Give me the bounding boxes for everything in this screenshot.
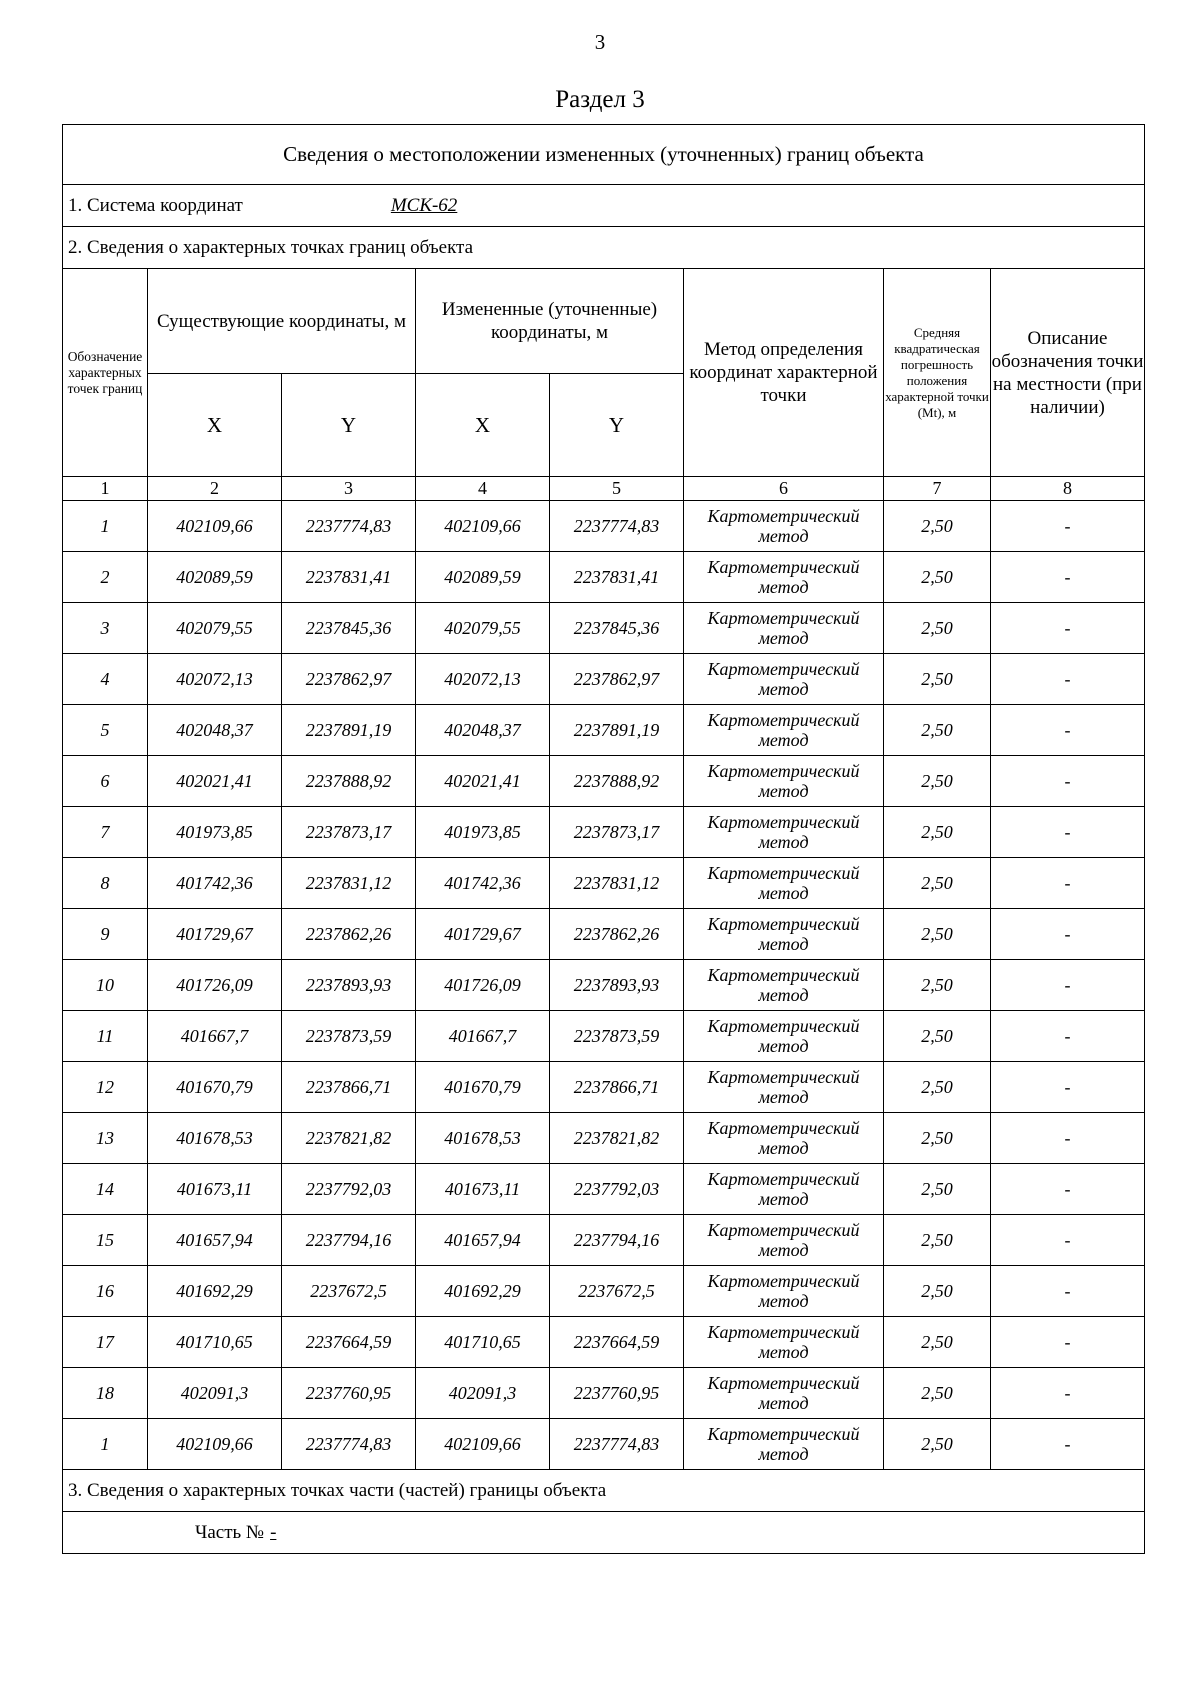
- changed-y: 2237760,95: [550, 1368, 684, 1419]
- changed-y: 2237888,92: [550, 756, 684, 807]
- header-changed-coords: Измененные (уточненные) координаты, м: [416, 269, 684, 374]
- header-designation: Обозначение характерных точек границ: [63, 269, 148, 477]
- column-number: 3: [282, 477, 416, 501]
- existing-y: 2237672,5: [282, 1266, 416, 1317]
- column-number: 8: [991, 477, 1145, 501]
- coord-system-row: [63, 185, 1145, 227]
- point-number: 8: [63, 858, 148, 909]
- table-row: [63, 1215, 1145, 1266]
- changed-y: 2237774,83: [550, 501, 684, 552]
- method: Картометрический метод: [684, 501, 884, 552]
- description-value: -: [991, 1215, 1145, 1266]
- existing-y: 2237873,59: [282, 1011, 416, 1062]
- parts-heading: 3. Сведения о характерных точках части (частей) границы объекта: [63, 1470, 1145, 1512]
- existing-x: 401670,79: [148, 1062, 282, 1113]
- existing-y: 2237888,92: [282, 756, 416, 807]
- accuracy-value: 2,50: [884, 1419, 991, 1470]
- changed-x: 401678,53: [416, 1113, 550, 1164]
- existing-y: 2237774,83: [282, 1419, 416, 1470]
- existing-x: 401710,65: [148, 1317, 282, 1368]
- existing-y: 2237760,95: [282, 1368, 416, 1419]
- table-row: [63, 1164, 1145, 1215]
- point-number: 12: [63, 1062, 148, 1113]
- point-number: 17: [63, 1317, 148, 1368]
- changed-y: 2237664,59: [550, 1317, 684, 1368]
- part-label: Часть №: [195, 1521, 265, 1543]
- existing-y: 2237831,41: [282, 552, 416, 603]
- method: Картометрический метод: [684, 603, 884, 654]
- changed-x: 402091,3: [416, 1368, 550, 1419]
- existing-x: 401742,36: [148, 858, 282, 909]
- accuracy-value: 2,50: [884, 960, 991, 1011]
- table-row: [63, 1113, 1145, 1164]
- description-value: -: [991, 807, 1145, 858]
- accuracy-value: 2,50: [884, 1368, 991, 1419]
- changed-y: 2237845,36: [550, 603, 684, 654]
- description-value: -: [991, 1011, 1145, 1062]
- header-method: Метод определения координат характерной точки: [684, 269, 884, 477]
- table-row: [63, 705, 1145, 756]
- table-row: [63, 501, 1145, 552]
- accuracy-value: 2,50: [884, 1062, 991, 1113]
- existing-y: 2237862,97: [282, 654, 416, 705]
- changed-x: 401667,7: [416, 1011, 550, 1062]
- existing-y: 2237792,03: [282, 1164, 416, 1215]
- existing-x: 402048,37: [148, 705, 282, 756]
- description-value: -: [991, 552, 1145, 603]
- table-row: [63, 807, 1145, 858]
- existing-x: 402109,66: [148, 501, 282, 552]
- accuracy-value: 2,50: [884, 1317, 991, 1368]
- changed-x: 401657,94: [416, 1215, 550, 1266]
- existing-x: 401973,85: [148, 807, 282, 858]
- method: Картометрический метод: [684, 807, 884, 858]
- description-value: -: [991, 1062, 1145, 1113]
- existing-y: 2237862,26: [282, 909, 416, 960]
- changed-y: 2237873,17: [550, 807, 684, 858]
- changed-y: 2237862,26: [550, 909, 684, 960]
- method: Картометрический метод: [684, 705, 884, 756]
- table-row: [63, 552, 1145, 603]
- changed-y: 2237792,03: [550, 1164, 684, 1215]
- accuracy-value: 2,50: [884, 909, 991, 960]
- changed-y: 2237893,93: [550, 960, 684, 1011]
- method: Картометрический метод: [684, 1266, 884, 1317]
- method: Картометрический метод: [684, 1317, 884, 1368]
- description-value: -: [991, 756, 1145, 807]
- changed-y: 2237891,19: [550, 705, 684, 756]
- existing-x: 401692,29: [148, 1266, 282, 1317]
- changed-x: 402109,66: [416, 1419, 550, 1470]
- description-value: -: [991, 909, 1145, 960]
- points-heading: 2. Сведения о характерных точках границ объекта: [63, 227, 1145, 269]
- point-number: 7: [63, 807, 148, 858]
- changed-x: 401726,09: [416, 960, 550, 1011]
- changed-x: 401742,36: [416, 858, 550, 909]
- method: Картометрический метод: [684, 960, 884, 1011]
- column-number: 5: [550, 477, 684, 501]
- method: Картометрический метод: [684, 1419, 884, 1470]
- changed-x: 402089,59: [416, 552, 550, 603]
- column-number: 2: [148, 477, 282, 501]
- point-number: 14: [63, 1164, 148, 1215]
- existing-x: 401657,94: [148, 1215, 282, 1266]
- changed-x: 401710,65: [416, 1317, 550, 1368]
- method: Картометрический метод: [684, 756, 884, 807]
- table-row: [63, 1266, 1145, 1317]
- header-existing-coords: Существующие координаты, м: [148, 269, 416, 374]
- boundary-points-table: [62, 124, 1145, 1554]
- changed-y: 2237873,59: [550, 1011, 684, 1062]
- existing-x: 401673,11: [148, 1164, 282, 1215]
- point-number: 9: [63, 909, 148, 960]
- point-number: 1: [63, 1419, 148, 1470]
- changed-x: 402072,13: [416, 654, 550, 705]
- point-number: 6: [63, 756, 148, 807]
- existing-y: 2237664,59: [282, 1317, 416, 1368]
- method: Картометрический метод: [684, 1215, 884, 1266]
- point-number: 13: [63, 1113, 148, 1164]
- existing-y: 2237873,17: [282, 807, 416, 858]
- header-changed-y: Y: [550, 374, 684, 477]
- method: Картометрический метод: [684, 1368, 884, 1419]
- existing-y: 2237866,71: [282, 1062, 416, 1113]
- accuracy-value: 2,50: [884, 654, 991, 705]
- header-changed-x: X: [416, 374, 550, 477]
- table-row: [63, 756, 1145, 807]
- description-value: -: [991, 858, 1145, 909]
- existing-y: 2237845,36: [282, 603, 416, 654]
- accuracy-value: 2,50: [884, 1215, 991, 1266]
- changed-x: 401673,11: [416, 1164, 550, 1215]
- accuracy-value: 2,50: [884, 858, 991, 909]
- table-row: [63, 1368, 1145, 1419]
- description-value: -: [991, 501, 1145, 552]
- page-number: 3: [594, 30, 606, 54]
- accuracy-value: 2,50: [884, 1266, 991, 1317]
- existing-x: 402079,55: [148, 603, 282, 654]
- existing-y: 2237774,83: [282, 501, 416, 552]
- changed-x: 402048,37: [416, 705, 550, 756]
- changed-x: 402109,66: [416, 501, 550, 552]
- changed-y: 2237821,82: [550, 1113, 684, 1164]
- accuracy-value: 2,50: [884, 756, 991, 807]
- header-existing-y: Y: [282, 374, 416, 477]
- method: Картометрический метод: [684, 858, 884, 909]
- changed-x: 402021,41: [416, 756, 550, 807]
- description-value: -: [991, 1164, 1145, 1215]
- point-number: 4: [63, 654, 148, 705]
- existing-x: 402109,66: [148, 1419, 282, 1470]
- accuracy-value: 2,50: [884, 603, 991, 654]
- changed-x: 401973,85: [416, 807, 550, 858]
- existing-y: 2237821,82: [282, 1113, 416, 1164]
- description-value: -: [991, 1317, 1145, 1368]
- table-row: [63, 603, 1145, 654]
- method: Картометрический метод: [684, 909, 884, 960]
- table-row: [63, 1062, 1145, 1113]
- accuracy-value: 2,50: [884, 1164, 991, 1215]
- column-number: 6: [684, 477, 884, 501]
- table-row: [63, 909, 1145, 960]
- part-value: -: [270, 1521, 277, 1543]
- column-number: 1: [63, 477, 148, 501]
- changed-x: 401692,29: [416, 1266, 550, 1317]
- table-row: [63, 858, 1145, 909]
- changed-y: 2237862,97: [550, 654, 684, 705]
- accuracy-value: 2,50: [884, 705, 991, 756]
- existing-x: 401678,53: [148, 1113, 282, 1164]
- method: Картометрический метод: [684, 1113, 884, 1164]
- description-value: -: [991, 1113, 1145, 1164]
- description-value: -: [991, 705, 1145, 756]
- accuracy-value: 2,50: [884, 1011, 991, 1062]
- changed-y: 2237672,5: [550, 1266, 684, 1317]
- point-number: 11: [63, 1011, 148, 1062]
- existing-x: 402091,3: [148, 1368, 282, 1419]
- existing-y: 2237891,19: [282, 705, 416, 756]
- table-row: [63, 1317, 1145, 1368]
- description-value: -: [991, 960, 1145, 1011]
- point-number: 18: [63, 1368, 148, 1419]
- existing-x: 401726,09: [148, 960, 282, 1011]
- point-number: 5: [63, 705, 148, 756]
- method: Картометрический метод: [684, 654, 884, 705]
- accuracy-value: 2,50: [884, 807, 991, 858]
- method: Картометрический метод: [684, 1062, 884, 1113]
- changed-x: 401729,67: [416, 909, 550, 960]
- table-title: Сведения о местоположении измененных (уточненных) границ объекта: [63, 125, 1145, 185]
- column-number: 7: [884, 477, 991, 501]
- changed-y: 2237831,12: [550, 858, 684, 909]
- accuracy-value: 2,50: [884, 501, 991, 552]
- coord-system-value: МСК-62: [390, 194, 458, 216]
- changed-y: 2237794,16: [550, 1215, 684, 1266]
- changed-y: 2237866,71: [550, 1062, 684, 1113]
- changed-y: 2237774,83: [550, 1419, 684, 1470]
- description-value: -: [991, 1419, 1145, 1470]
- point-number: 3: [63, 603, 148, 654]
- point-number: 1: [63, 501, 148, 552]
- method: Картометрический метод: [684, 1011, 884, 1062]
- changed-x: 402079,55: [416, 603, 550, 654]
- point-number: 15: [63, 1215, 148, 1266]
- section-title: Раздел 3: [555, 86, 645, 113]
- point-number: 10: [63, 960, 148, 1011]
- method: Картометрический метод: [684, 552, 884, 603]
- point-number: 16: [63, 1266, 148, 1317]
- existing-y: 2237831,12: [282, 858, 416, 909]
- description-value: -: [991, 654, 1145, 705]
- accuracy-value: 2,50: [884, 1113, 991, 1164]
- existing-y: 2237893,93: [282, 960, 416, 1011]
- column-number: 4: [416, 477, 550, 501]
- existing-x: 401667,7: [148, 1011, 282, 1062]
- table-row: [63, 654, 1145, 705]
- table-row: [63, 1419, 1145, 1470]
- header-description: Описание обозначения точки на местности (при наличии): [991, 269, 1145, 477]
- part-row: [63, 1512, 1145, 1554]
- table-row: [63, 960, 1145, 1011]
- changed-x: 401670,79: [416, 1062, 550, 1113]
- description-value: -: [991, 1368, 1145, 1419]
- existing-y: 2237794,16: [282, 1215, 416, 1266]
- coord-system-label: 1. Система координат: [68, 194, 243, 216]
- table-row: [63, 1011, 1145, 1062]
- existing-x: 401729,67: [148, 909, 282, 960]
- method: Картометрический метод: [684, 1164, 884, 1215]
- point-number: 2: [63, 552, 148, 603]
- existing-x: 402072,13: [148, 654, 282, 705]
- header-existing-x: X: [148, 374, 282, 477]
- changed-y: 2237831,41: [550, 552, 684, 603]
- existing-x: 402021,41: [148, 756, 282, 807]
- existing-x: 402089,59: [148, 552, 282, 603]
- accuracy-value: 2,50: [884, 552, 991, 603]
- description-value: -: [991, 1266, 1145, 1317]
- header-accuracy: Средняя квадратическая погрешность положения характерной точки (Mt), м: [884, 269, 991, 477]
- description-value: -: [991, 603, 1145, 654]
- column-number-row: [63, 477, 1145, 501]
